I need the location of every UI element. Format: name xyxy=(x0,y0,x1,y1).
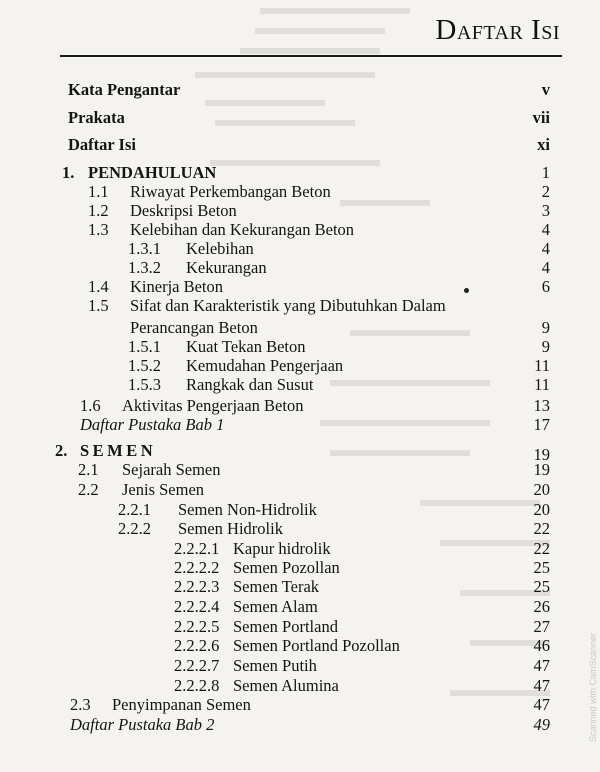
toc-page: 47 xyxy=(533,695,550,714)
toc-page: 20 xyxy=(533,500,550,519)
toc-row[interactable] xyxy=(0,558,600,578)
toc-page: 49 xyxy=(533,715,550,734)
section-number: 2.2 xyxy=(78,480,99,499)
toc-label: Sifat dan Karakteristik yang Dibutuhkan Dalam xyxy=(130,296,446,315)
section-number: 1.5.1 xyxy=(128,337,161,356)
section-number: 1.4 xyxy=(88,277,109,296)
toc-label: Semen Alam xyxy=(233,597,318,616)
toc-label: Kemudahan Pengerjaan xyxy=(186,356,344,375)
toc-row[interactable] xyxy=(0,539,600,559)
toc-row[interactable] xyxy=(0,337,600,357)
section-number: 2.2.2.1 xyxy=(174,539,220,558)
section-number: 2.2.2.3 xyxy=(174,577,220,596)
toc-row[interactable] xyxy=(0,375,600,395)
toc-label: Semen Pozollan xyxy=(233,558,340,577)
toc-page: 4 xyxy=(541,258,550,277)
toc-label: Semen Non-Hidrolik xyxy=(178,500,317,519)
toc-row[interactable] xyxy=(0,500,600,520)
toc-page: 3 xyxy=(541,201,550,220)
toc-label: Kuat Tekan Beton xyxy=(186,337,306,356)
toc-label: Kinerja Beton xyxy=(130,277,224,296)
section-number: 1.3.2 xyxy=(128,258,161,277)
section-number: 1.5.2 xyxy=(128,356,161,375)
toc-row[interactable] xyxy=(0,356,600,376)
section-number: 1.3.1 xyxy=(128,239,161,258)
page-title: Daftar Isi xyxy=(435,14,560,46)
section-number: 2.2.2 xyxy=(118,519,151,538)
section-number: 1.2 xyxy=(88,201,109,220)
toc-page: 4 xyxy=(541,239,550,258)
toc-label: Penyimpanan Semen xyxy=(112,695,251,714)
toc-row[interactable] xyxy=(0,480,600,500)
section-number: 1.5 xyxy=(88,296,109,315)
section-number: 2.2.1 xyxy=(118,500,151,519)
toc-label: Kelebihan dan Kekurangan Beton xyxy=(130,220,355,239)
toc-label: Riwayat Perkembangan Beton xyxy=(130,182,331,201)
toc-page: 25 xyxy=(533,577,550,596)
toc-row[interactable] xyxy=(0,296,600,316)
toc-row-bibliography[interactable] xyxy=(0,415,600,435)
toc-page: 11 xyxy=(534,356,550,375)
section-number: 2.2.2.8 xyxy=(174,676,220,695)
toc-page: 46 xyxy=(533,636,550,655)
toc-label: Deskripsi Beton xyxy=(130,201,237,220)
section-number: 1.3 xyxy=(88,220,109,239)
toc-row[interactable] xyxy=(0,577,600,597)
chapter-number: 1. xyxy=(62,163,75,182)
toc-label-continued: Perancangan Beton xyxy=(130,318,258,337)
toc-label: Semen Hidrolik xyxy=(178,519,283,538)
toc-label: Semen Portland Pozollan xyxy=(233,636,400,655)
toc-row[interactable] xyxy=(0,519,600,539)
toc-label: Jenis Semen xyxy=(122,480,205,499)
scanner-watermark: Scanned with CamScanner xyxy=(588,632,598,742)
toc-row[interactable] xyxy=(0,460,600,480)
toc-page: 17 xyxy=(533,415,550,434)
toc-page: 47 xyxy=(533,676,550,695)
section-number: 2.2.2.6 xyxy=(174,636,220,655)
toc-row-daftar-isi[interactable] xyxy=(0,135,600,155)
section-number: 1.1 xyxy=(88,182,109,201)
toc-page: 26 xyxy=(533,597,550,616)
toc-row[interactable] xyxy=(0,597,600,617)
toc-row[interactable] xyxy=(0,201,600,221)
toc-page: 4 xyxy=(541,220,550,239)
toc-row[interactable] xyxy=(0,636,600,656)
toc-row-prakata[interactable] xyxy=(0,108,600,128)
toc-page: 47 xyxy=(533,656,550,675)
toc-label: Aktivitas Pengerjaan Beton xyxy=(122,396,304,415)
toc-label: Semen Portland xyxy=(233,617,338,636)
toc-page: 11 xyxy=(534,375,550,394)
toc-label: Daftar Pustaka Bab 2 xyxy=(70,715,215,734)
title-rule xyxy=(60,55,562,57)
toc-row[interactable] xyxy=(0,676,600,696)
toc-label: Rangkak dan Susut xyxy=(186,375,314,394)
toc-label: Daftar Pustaka Bab 1 xyxy=(80,415,225,434)
section-number: 1.6 xyxy=(80,396,101,415)
toc-label: Daftar Isi xyxy=(68,135,136,154)
toc-chapter-2[interactable] xyxy=(0,441,600,464)
toc-row[interactable] xyxy=(0,277,600,297)
toc-page: 27 xyxy=(533,617,550,636)
section-number: 2.2.2.2 xyxy=(174,558,220,577)
toc-row[interactable] xyxy=(0,396,600,416)
section-number: 2.2.2.7 xyxy=(174,656,220,675)
toc-page: 25 xyxy=(533,558,550,577)
section-number: 1.5.3 xyxy=(128,375,161,394)
toc-row-bibliography[interactable] xyxy=(0,715,600,735)
toc-label: Semen Alumina xyxy=(233,676,339,695)
toc-page: 19 xyxy=(533,445,550,464)
toc-label: Kapur hidrolik xyxy=(233,539,331,558)
toc-row[interactable] xyxy=(0,220,600,240)
toc-chapter-1[interactable] xyxy=(0,163,600,183)
section-number: 2.3 xyxy=(70,695,91,714)
toc-label: Kekurangan xyxy=(186,258,267,277)
toc-page: 20 xyxy=(533,480,550,499)
toc-label: Prakata xyxy=(68,108,125,127)
toc-page: 13 xyxy=(533,396,550,415)
toc-label: Kelebihan xyxy=(186,239,254,258)
section-number: 2.1 xyxy=(78,460,99,479)
toc-row[interactable] xyxy=(0,182,600,202)
toc-page: 22 xyxy=(533,539,550,558)
section-number: 2.2.2.5 xyxy=(174,617,220,636)
toc-row[interactable] xyxy=(0,258,600,278)
toc-page: vii xyxy=(532,108,550,127)
section-number: 2.2.2.4 xyxy=(174,597,220,616)
chapter-number: 2. xyxy=(55,441,68,460)
toc-page: 19 xyxy=(533,460,550,479)
toc-row-kata-pengantar[interactable] xyxy=(0,80,600,100)
toc-page: 9 xyxy=(541,318,550,337)
toc-row[interactable] xyxy=(0,656,600,676)
toc-label: Semen Terak xyxy=(233,577,320,596)
toc-row-continued[interactable] xyxy=(0,318,600,338)
toc-row[interactable] xyxy=(0,239,600,259)
toc-page: 9 xyxy=(541,337,550,356)
toc-page: v xyxy=(541,80,550,99)
toc-page: 1 xyxy=(541,163,550,182)
toc-page: 2 xyxy=(541,182,550,201)
chapter-title: PENDAHULUAN xyxy=(88,163,217,182)
toc-label: Kata Pengantar xyxy=(68,80,181,99)
toc-page: xi xyxy=(537,135,550,154)
toc-row[interactable] xyxy=(0,695,600,715)
ink-speck xyxy=(464,288,469,293)
toc-page: 22 xyxy=(533,519,550,538)
toc-label: Sejarah Semen xyxy=(122,460,221,479)
toc-page: 6 xyxy=(541,277,550,296)
toc-label: Semen Putih xyxy=(233,656,317,675)
toc-row[interactable] xyxy=(0,617,600,637)
chapter-title: SEMEN xyxy=(80,441,157,460)
